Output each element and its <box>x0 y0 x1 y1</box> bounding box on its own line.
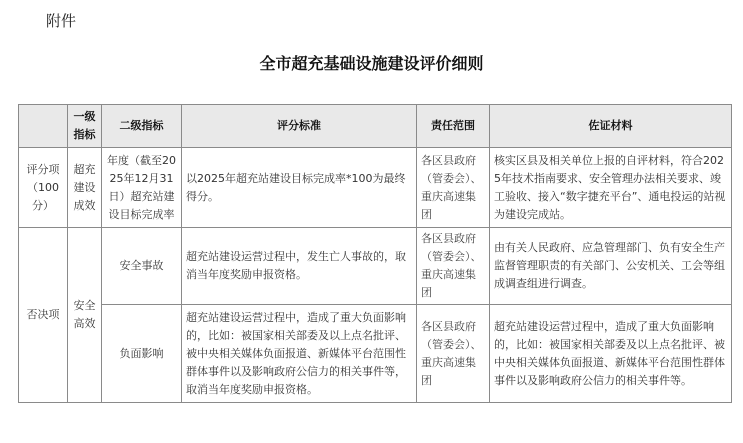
evaluation-table <box>18 104 732 403</box>
standard-cell: 超充站建设运营过程中，发生亡人事故的，取消当年度奖励申报资格。 <box>182 228 417 305</box>
evidence-cell: 核实区县及相关单位上报的自评材料，符合2025年技术指南要求、安全管理办法相关要求、竣工验收、接入“数字捷充平台”、通电投运的站视为建设完成站。 <box>490 148 732 228</box>
level1-construction-cell: 超充建设成效 <box>68 148 102 228</box>
table-header-row <box>19 105 732 148</box>
header-level2: 二级指标 <box>102 105 182 148</box>
evidence-cell: 由有关人民政府、应急管理部门、负有安全生产监督管理职责的有关部门、公安机关、工会等组成调查组进行调查。 <box>490 228 732 305</box>
level2-cell: 负面影响 <box>102 305 182 403</box>
level2-cell: 安全事故 <box>102 228 182 305</box>
standard-cell: 以2025年超充站建设目标完成率*100为最终得分。 <box>182 148 417 228</box>
scope-cell: 各区县政府（管委会）、重庆高速集团 <box>417 148 490 228</box>
evidence-cell: 超充站建设运营过程中，造成了重大负面影响的，比如：被国家相关部委及以上点名批评、被中央相关媒体负面报道、新媒体平台范围性群体事件以及影响政府公信力的相关事件等。 <box>490 305 732 403</box>
level2-cell: 年度（截至2025年12月31日）超充站建设目标完成率 <box>102 148 182 228</box>
table-row <box>19 228 732 305</box>
header-category <box>19 105 68 148</box>
veto-item-cell: 否决项 <box>19 228 68 403</box>
header-scope: 责任范围 <box>417 105 490 148</box>
header-standard: 评分标准 <box>182 105 417 148</box>
score-item-cell: 评分项（100分） <box>19 148 68 228</box>
scope-cell: 各区县政府（管委会）、重庆高速集团 <box>417 305 490 403</box>
document-title: 全市超充基础设施建设评价细则 <box>259 54 484 73</box>
attachment-label: 附件 <box>46 12 77 30</box>
header-evidence: 佐证材料 <box>490 105 732 148</box>
header-level1: 一级指标 <box>68 105 102 148</box>
table-row <box>19 305 732 403</box>
table-row <box>19 148 732 228</box>
standard-cell: 超充站建设运营过程中，造成了重大负面影响的，比如：被国家相关部委及以上点名批评、被中央相关媒体负面报道、新媒体平台范围性群体事件以及影响政府公信力的相关事件等，取消当年度奖励申报资格。 <box>182 305 417 403</box>
scope-cell: 各区县政府（管委会）、重庆高速集团 <box>417 228 490 305</box>
level1-safety-cell: 安全高效 <box>68 228 102 403</box>
